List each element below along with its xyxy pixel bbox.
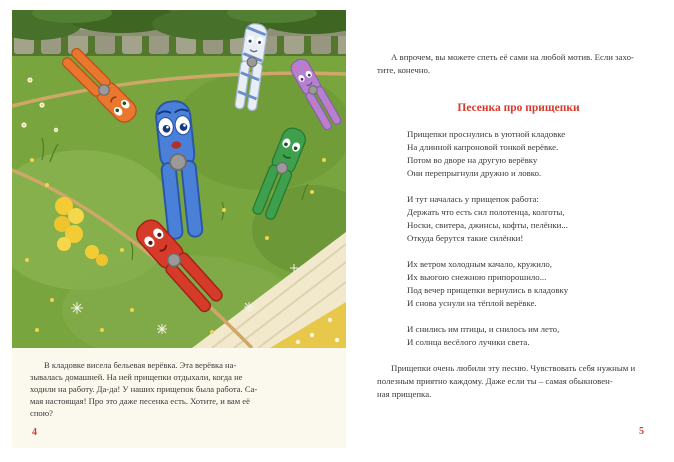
text-line: спою? (30, 408, 53, 418)
text-line: ходили на работу. Да-да! У наших прищепок была работа. Са- (30, 384, 258, 394)
verse-1 (407, 128, 660, 180)
page-number-right: 5 (639, 426, 644, 437)
text-line: И солнца весёлого лучики света. (407, 337, 530, 347)
text-line: Под вечер прищепки вернулись в кладовку (407, 285, 569, 295)
text-line: Прищепки проснулись в уютной кладовке (407, 129, 566, 139)
text-line: На длинной капроновой тонкой верёвке. (407, 142, 559, 152)
text-line: Держать что есть сил полотенца, колготы, (407, 207, 565, 217)
verse-3 (407, 258, 660, 310)
text-line: зывалась домашней. На ней прищепки отдыхали, когда не (30, 372, 243, 382)
text-line: И снова уснули на тёплой верёвке. (407, 298, 537, 308)
text-line: полезным приятно каждому. Даже если ты – самая обыкновен- (377, 376, 613, 386)
text-line: А впрочем, вы можете спеть её сами на любой мотив. Если захо- (391, 52, 634, 62)
verse-2 (407, 193, 660, 245)
text-line: И снились им птицы, и снилось им лето, (407, 324, 560, 334)
garden-illustration (12, 10, 346, 348)
text-line: Их вьюгою снежною припорошило... (407, 272, 547, 282)
text-line: ная прищепка. (377, 389, 432, 399)
song-verses (377, 128, 660, 349)
text-line: Потом во дворе на другую верёвку (407, 155, 538, 165)
text-line: Носки, свитера, джинсы, кофты, пелёнки... (407, 220, 568, 230)
left-page (12, 10, 346, 448)
text-line: И тут началась у прищепок работа: (407, 194, 539, 204)
left-caption (30, 359, 336, 419)
song-title: Песенка про прищепки (457, 102, 580, 114)
text-line: Их ветром холодным качало, кружило, (407, 259, 552, 269)
right-page (377, 10, 660, 448)
text-line: тите, конечно. (377, 65, 431, 75)
text-line: Прищепки очень любили эту песню. Чувствовать себя нужным и (391, 363, 636, 373)
text-line: В кладовке висела бельевая верёвка. Эта верёвка на- (44, 360, 237, 370)
text-line: Откуда берутся такие силёнки! (407, 233, 524, 243)
intro-paragraph (377, 51, 660, 77)
outro-paragraph (377, 362, 660, 401)
text-line: Они перепрыгнули дружно и ловко. (407, 168, 542, 178)
page-number-left: 4 (32, 427, 37, 438)
verse-4 (407, 323, 660, 349)
text-line: мая настоящая! Про это даже песенка есть. Хотите, и вам её (30, 396, 250, 406)
